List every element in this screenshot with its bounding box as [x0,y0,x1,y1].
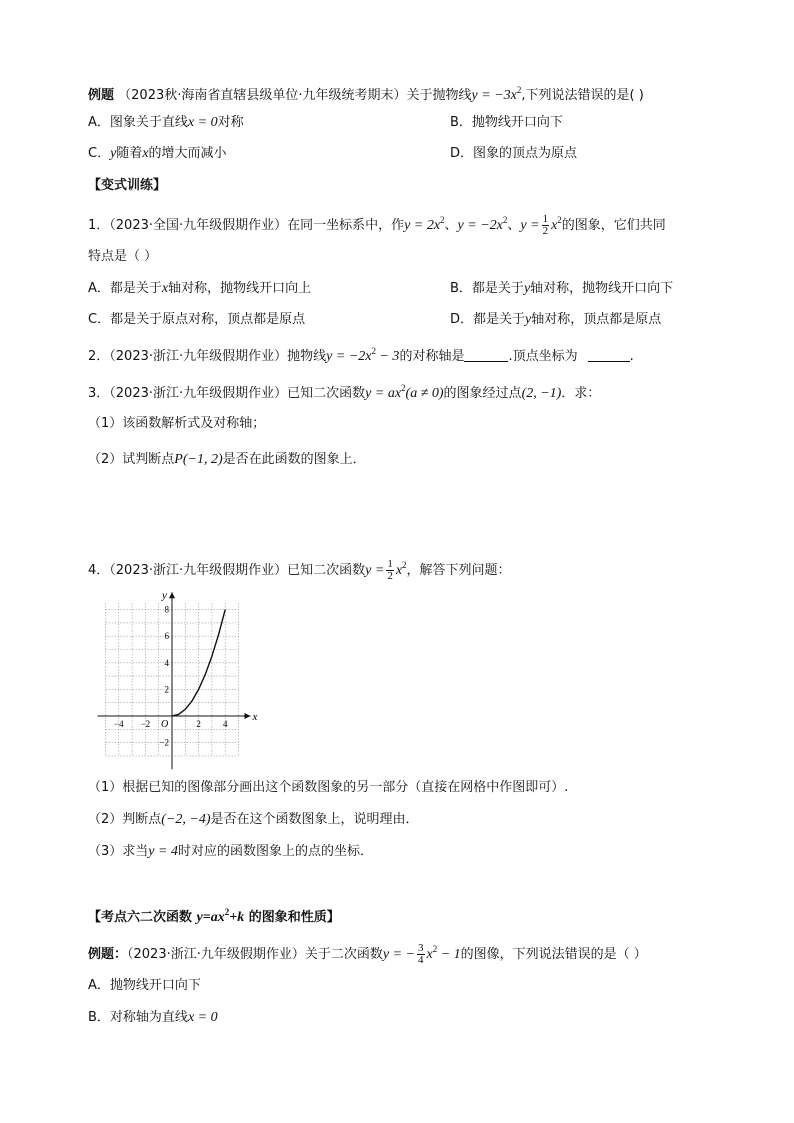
axes [98,592,251,769]
origin-label: O [161,719,169,730]
answer-blank[interactable] [588,347,630,362]
fraction: $\frac{1}{2}$ [542,213,549,237]
option-c: C．y随着x的增大而减小 D．图象的顶点为原点 [88,144,227,164]
example-text: ,下列说法错误的是( ) [521,88,644,103]
question-4: 4．（2023·浙江·九年级假期作业）已知二次函数y = $\frac{1}{2}$ $x^2$，解答下列问题： [88,558,511,582]
section-6-header: 【考点六二次函数 $y=ax^2+k$ 的图象和性质】 [88,907,340,925]
y-tick-label: −2 [159,737,169,748]
y-axis-label: y [162,589,167,602]
question-4-part-2: （2）判断点(−2, −4)是否在这个函数图象上，说明理由． [88,812,419,827]
section-6-option-a: A．抛物线开口向下 [88,978,201,993]
fraction: $\frac{1}{2}$ [387,558,393,582]
x-tick-label: 4 [222,719,228,729]
formula: $y = -3x^2$ [471,85,522,103]
question-3-part-1: （1）该函数解析式及对称轴； [88,416,266,431]
option-a: A．图象关于直线x = 0对称 B．抛物线开口向下 [88,113,244,133]
question-4-part-3: （3）求当y = 4时对应的函数图象上的点的坐标． [88,844,373,859]
answer-blank[interactable] [464,347,508,362]
x-axis-arrow [244,713,250,719]
variant-header: 【变式训练】 [88,178,167,193]
y-tick-label: 6 [164,631,169,642]
x-tick-label: −4 [114,719,124,729]
question-3-part-2: （2）试判断点P(−1, 2)是否在此函数的图象上． [88,452,366,467]
q1-option-c: C．都是关于原点对称，顶点都是原点 D．都是关于y轴对称，顶点都是原点 [88,310,305,330]
example-source: （2023秋·海南省直辖县级单位·九年级统考期末） [118,88,407,103]
q1-option-d: D．都是关于y轴对称，顶点都是原点 [450,312,662,327]
q1-option-b: B．都是关于y轴对称，抛物线开口向下 [450,281,674,296]
question-3: 3．（2023·浙江·九年级假期作业）已知二次函数$y = ax^2(a \ne 0)$的图象经过点(2, −1)．求： [88,383,601,401]
question-1-line2: 特点是（ ） [88,249,158,264]
y-tick-label: 8 [164,604,169,615]
x-tick-label: −2 [140,719,151,729]
option-b: B．抛物线开口向下 [450,115,563,130]
question-1-stem: 1．（2023·全国·九年级假期作业）在同一坐标系中，作$y = 2x^2$、$y = -2x^2$、y = $\frac{1}{2}$ $x^2$的图象，它们共同 [88,213,666,237]
section-6-example: 例题：（2023·浙江·九年级假期作业）关于二次函数y = − $\frac{3}{4}$ $x^2 - 1$的图像，下列说法错误的是（ ） [88,942,647,966]
fraction: $\frac{3}{4}$ [418,942,424,966]
y-tick-label: 2 [164,684,169,695]
example-text: 关于抛物线 [406,88,472,103]
x-tick-label: 2 [196,719,201,729]
example-label: 例题 [88,88,115,103]
x-axis-label: x [252,711,258,723]
question-4-part-1: （1）根据已知的图像部分画出这个函数图象的另一部分（直接在网格中作图即可）. [88,780,569,795]
y-axis-arrow [169,592,175,598]
parabola-graph [86,584,276,774]
example-1-stem [88,80,644,106]
q1-option-a: A．都是关于x轴对称，抛物线开口向上 B．都是关于y轴对称，抛物线开口向下 [88,279,311,299]
option-d: D．图象的顶点为原点 [450,146,578,161]
question-2: 2．（2023·浙江·九年级假期作业）抛物线$y = -2x^2 - 3$的对称轴是 .顶点坐标为 . [88,346,634,364]
y-tick-label: 4 [164,657,169,668]
section-6-option-b: B．对称轴为直线x = 0 [88,1010,218,1025]
